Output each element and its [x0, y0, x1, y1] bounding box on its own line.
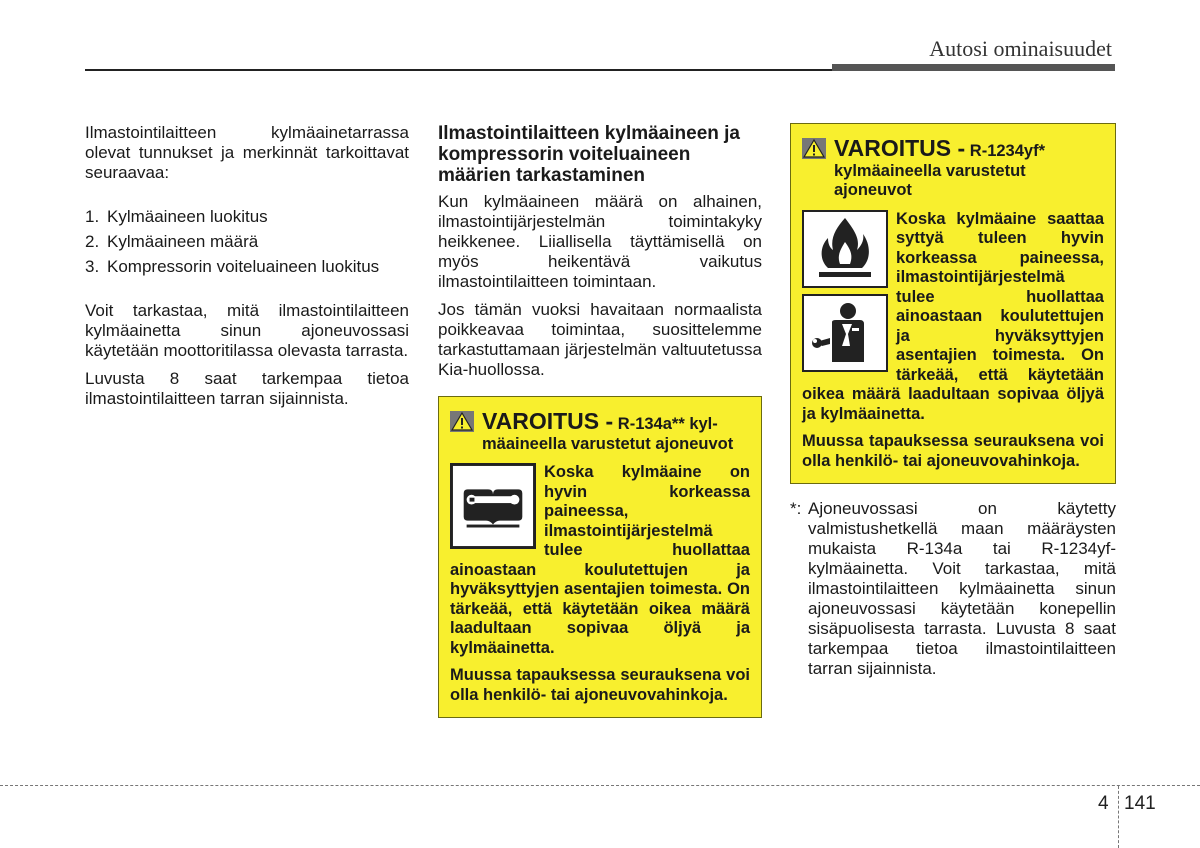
label-meaning-list	[85, 207, 409, 277]
warning-subtitle-code: R-134a** kyl-	[617, 415, 718, 433]
warning-consequence: Muussa tapauksessa seurauksena voi olla henkilö- tai ajoneuvovahinkoja.	[802, 432, 1104, 470]
page-number: 141	[1124, 793, 1156, 814]
refrigerant-check-paragraph: Voit tarkastaa, mitä ilmastointilaitteen kylmäainetta sinun ajoneuvossasi käytetään moottoritilassa olevasta tarrasta.	[85, 301, 409, 360]
warning-label: VAROITUS -	[834, 135, 966, 161]
label-location-paragraph: Luvusta 8 saat tarkempaa tietoa ilmastointilaitteen tarran sijainnista.	[85, 369, 409, 408]
footer-divider	[1118, 786, 1119, 848]
warning-subtitle: kylmäaineella varustetut ajoneuvot	[834, 161, 1026, 199]
service-manual-icon	[450, 463, 536, 549]
warning-box-r1234yf	[790, 123, 1116, 484]
header-rule	[85, 69, 832, 71]
flammable-icon	[802, 210, 888, 288]
service-recommendation-paragraph: Jos tämän vuoksi havaitaan normaalista poikkeavaa toimintaa, suosittelemme tarkastuttamaan järjestelmän valtuutetussa Kia-huollossa.	[438, 300, 762, 379]
warning-box-r134a	[438, 396, 762, 718]
chapter-number: 4	[1098, 793, 1109, 814]
header-title: Autosi ominaisuudet	[929, 36, 1112, 61]
list-item: 3. Kompressorin voiteluaineen luokitus	[85, 257, 380, 276]
footnote	[790, 499, 1116, 679]
warning-consequence: Muussa tapauksessa seurauksena voi olla henkilö- tai ajoneuvovahinkoja.	[450, 666, 750, 704]
warning-body: Koska kylmäaine on hyvin korkeassa paineessa, ilmastointijärjestelmä tulee huollattaa ainoastaan koulutettujen ja hyväksyttyjen asentajien toimesta. On tärkeää, että käytetään oikea määrä laadultaan sopivaa öljyä ja kylmäainetta.	[450, 463, 750, 657]
warning-triangle-icon	[802, 138, 826, 159]
warning-triangle-icon	[450, 411, 474, 432]
footnote-mark: *:	[790, 499, 802, 518]
footer-dotted-rule	[0, 785, 1200, 786]
column-right	[790, 123, 1116, 679]
warning-icon-stack	[802, 210, 888, 372]
intro-paragraph: Ilmastointilaitteen kylmäainetarrassa olevat tunnukset ja merkinnät tarkoittavat seuraavaa:	[85, 123, 409, 182]
technician-icon	[802, 294, 888, 372]
header-rule-accent	[832, 64, 1115, 71]
warning-subtitle-code: R-1234yf*	[969, 142, 1045, 160]
list-item: 2. Kylmäaineen määrä	[85, 232, 259, 251]
warning-label: VAROITUS -	[482, 408, 614, 434]
column-left	[85, 123, 409, 409]
warning-subtitle: mäaineella varustetut ajoneuvot	[482, 434, 734, 453]
warning-body: Koska kylmäaine saattaa syttyä tuleen hyvin korkeassa paineessa, ilmastointijärjestelmä tulee huollattaa ainoastaan koulutettujen ja hyväksyttyjen asentajien toimesta. On tärkeää, että käytetään oikea määrä laadultaan sopivaa öljyä ja kylmäainetta.	[802, 209, 1104, 423]
list-item: 1. Kylmäaineen luokitus	[85, 207, 268, 226]
footnote-text: Ajoneuvossasi on käytetty valmistushetkellä maan määräysten mukaista R-134a tai R-1234yf-kylmäainetta. Voit tarkastaa, mitä ilmastointilaitteen kylmäainetta sinun ajoneuvossasi käytetään konepellin sisäpuolisesta tarrasta. Luvusta 8 saat tarkempaa tietoa ilmastointilaitteen tarran sijainnista.	[808, 499, 1116, 678]
low-refrigerant-paragraph: Kun kylmäaineen määrä on alhainen, ilmastointijärjestelmän toimintakyky heikkenee. Liiallisella täyttämisellä on myös heikentävä vaikutus ilmastointilaitteen toimintaan.	[438, 192, 762, 291]
column-middle	[438, 123, 762, 718]
section-heading: Ilmastointilaitteen kylmäaineen ja kompressorin voiteluaineen määrien tarkastaminen	[438, 123, 740, 186]
